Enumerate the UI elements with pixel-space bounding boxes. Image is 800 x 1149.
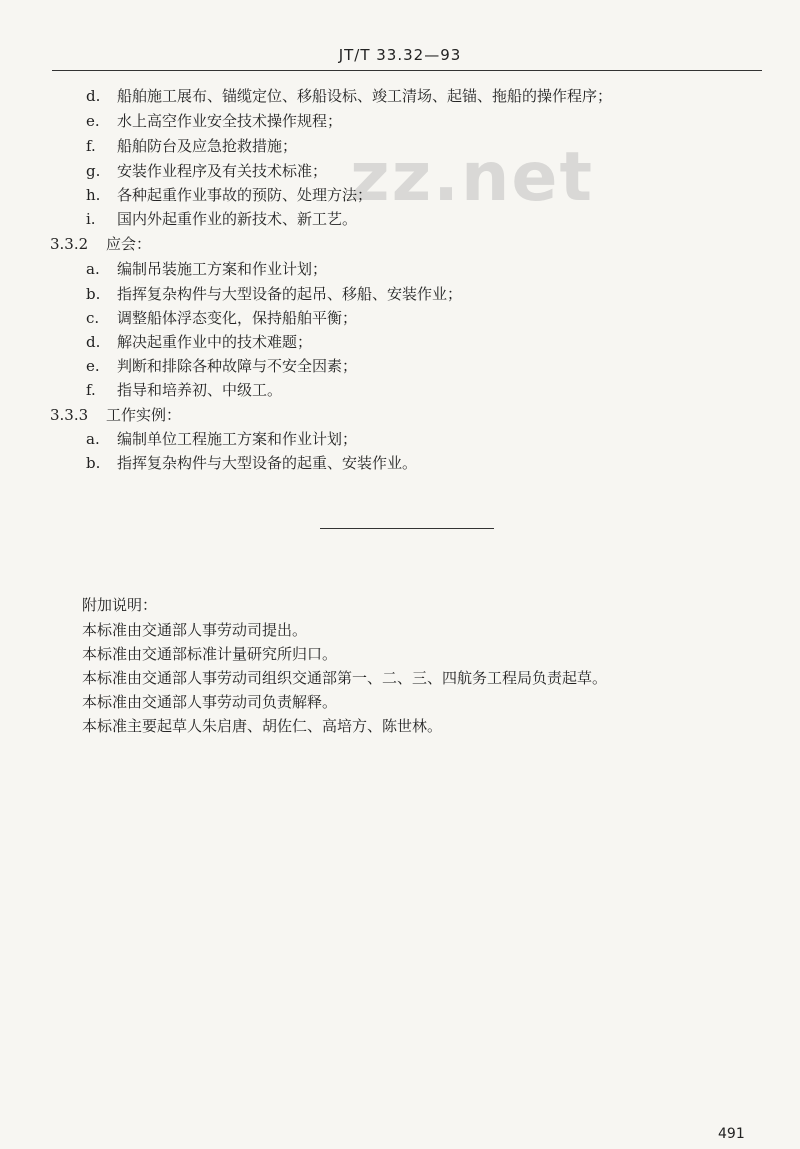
item-text: 编制单位工程施工方案和作业计划； (117, 430, 358, 448)
item-label: f. (86, 381, 96, 399)
item-label: c. (86, 309, 100, 327)
item-text: 各种起重作业事故的预防、处理方法； (117, 186, 373, 204)
item-label: i. (86, 210, 96, 228)
item-label: h. (86, 186, 101, 204)
item-label: e. (86, 112, 100, 130)
item-text: 判断和排除各种故障与不安全因素； (117, 357, 358, 375)
note-line: 本标准由交通部标准计量研究所归口。 (82, 645, 338, 663)
item-label: b. (86, 285, 101, 303)
item-text: 水上高空作业安全技术操作规程； (117, 112, 343, 130)
item-text: 船舶施工展布、锚缆定位、移船设标、竣工清场、起锚、拖船的操作程序； (117, 87, 613, 105)
item-text: 编制吊装施工方案和作业计划； (117, 260, 328, 278)
item-text: 调整船体浮态变化，保持船舶平衡； (117, 309, 358, 327)
item-label: d. (86, 333, 101, 351)
item-label: d. (86, 87, 101, 105)
watermark: zz.net (350, 138, 595, 217)
note-line: 本标准由交通部人事劳动司负责解释。 (82, 693, 338, 711)
item-text: 指导和培养初、中级工。 (117, 381, 283, 399)
end-rule (320, 528, 494, 529)
item-label: g. (86, 162, 101, 180)
section-number: 3.3.3 (50, 406, 89, 424)
section-title: 应会： (106, 235, 152, 253)
item-label: f. (86, 137, 96, 155)
item-label: e. (86, 357, 100, 375)
section-number: 3.3.2 (50, 235, 89, 253)
standard-code-header: JT/T 33.32—93 (338, 46, 462, 64)
item-text: 指挥复杂构件与大型设备的起吊、移船、安装作业； (117, 285, 463, 303)
item-text: 指挥复杂构件与大型设备的起重、安装作业。 (117, 454, 418, 472)
note-line: 本标准主要起草人朱启唐、胡佐仁、高培方、陈世林。 (82, 717, 443, 735)
note-line: 本标准由交通部人事劳动司提出。 (82, 621, 308, 639)
item-text: 安装作业程序及有关技术标准； (117, 162, 328, 180)
item-label: a. (86, 260, 100, 278)
item-label: a. (86, 430, 100, 448)
section-title: 工作实例： (106, 406, 182, 424)
item-text: 船舶防台及应急抢救措施； (117, 137, 298, 155)
item-text: 解决起重作业中的技术难题； (117, 333, 313, 351)
header-rule (52, 70, 762, 71)
notes-title: 附加说明： (82, 596, 158, 614)
note-line: 本标准由交通部人事劳动司组织交通部第一、二、三、四航务工程局负责起草。 (82, 669, 608, 687)
item-label: b. (86, 454, 101, 472)
item-text: 国内外起重作业的新技术、新工艺。 (117, 210, 358, 228)
page-number: 491 (718, 1126, 745, 1142)
